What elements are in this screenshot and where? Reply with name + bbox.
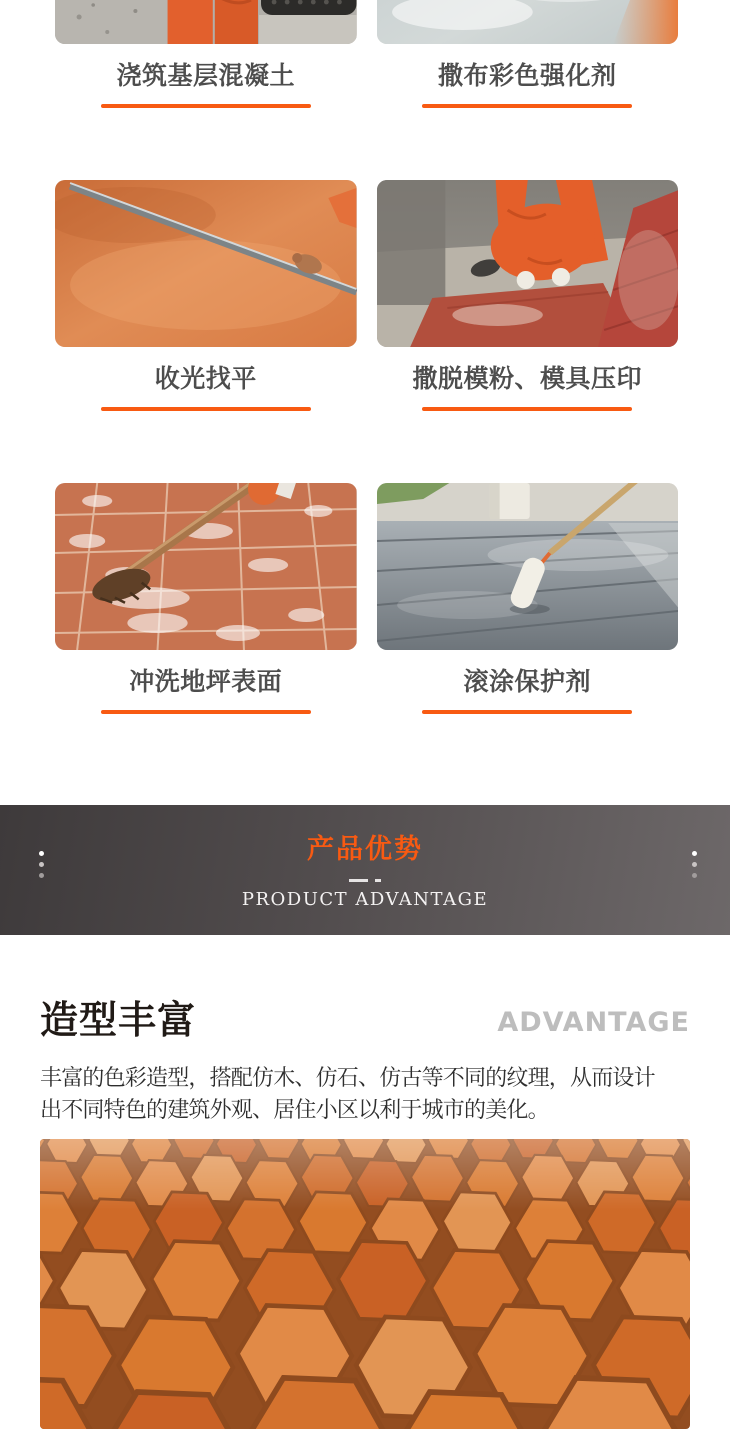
process-step-caption: 收光找平 [154,364,257,393]
process-step-caption: 撒布彩色强化剂 [437,61,617,90]
divider-dash-long [349,879,368,882]
photo-rinse-floor-surface [55,483,357,650]
process-step-caption: 浇筑基层混凝土 [116,61,295,90]
process-step [55,0,357,108]
process-steps-grid [55,0,678,714]
banner-divider [349,879,381,882]
process-steps-section [0,0,730,714]
color-hardener-illustration [377,0,679,44]
dots-right-decoration [692,851,697,878]
caption-underline [422,407,632,411]
process-step-caption: 撒脱模粉、模具压印 [412,364,642,393]
advantage-heading: 造型丰富 [40,998,197,1042]
divider-dash-short [375,879,381,882]
process-step-caption: 冲洗地坪表面 [129,667,283,696]
advantage-rich-shapes-section [0,998,730,1429]
rinse-floor-illustration [55,483,357,650]
process-step [377,180,679,411]
hexagon-pavement-illustration [40,1139,690,1429]
process-step [377,0,679,108]
pour-concrete-illustration [55,0,357,44]
advantage-description-line2: 出不同特色的建筑外观、居住小区以利于城市的美化。 [40,1098,549,1123]
photo-stamped-hexagon-floor [40,1139,690,1429]
caption-underline [101,407,311,411]
banner-title: 产品优势 [307,834,423,865]
process-step [377,483,679,714]
photo-roll-protective-coat [377,483,679,650]
advantage-description-line1: 丰富的色彩造型，搭配仿木、仿石、仿古等不同的纹理，从而设计 [40,1066,655,1091]
trowel-leveling-illustration [55,180,357,347]
advantage-banner [0,805,730,935]
process-step-caption: 滚涂保护剂 [463,667,591,696]
caption-underline [101,710,311,714]
process-step [55,483,357,714]
advantage-description [40,1063,690,1127]
photo-trowel-leveling [55,180,357,347]
banner-subtitle: PRODUCT ADVANTAGE [241,889,489,910]
photo-pour-base-concrete [55,0,357,44]
photo-mold-stamping [377,180,679,347]
advantage-heading-en: ADVANTAGE [497,1007,690,1038]
caption-underline [101,104,311,108]
caption-underline [422,104,632,108]
mold-stamping-illustration [377,180,679,347]
photo-spread-color-hardener [377,0,679,44]
caption-underline [422,710,632,714]
roll-protectant-illustration [377,483,679,650]
advantage-header [40,998,690,1042]
process-step [55,180,357,411]
dots-left-decoration [39,851,44,878]
